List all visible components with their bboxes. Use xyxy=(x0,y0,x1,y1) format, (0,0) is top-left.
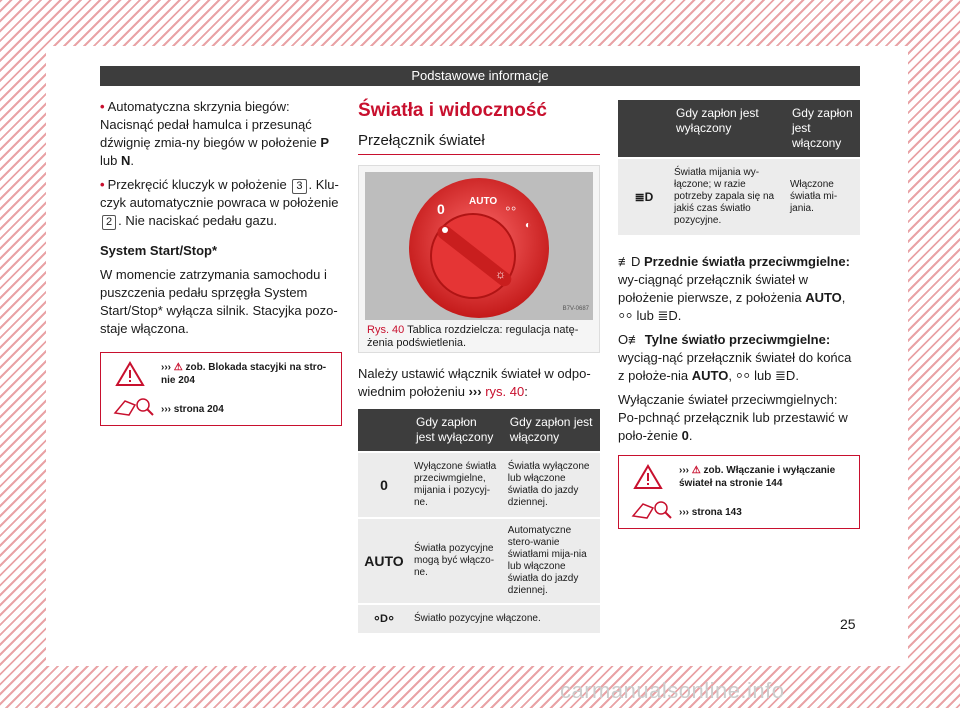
warning-triangle-icon xyxy=(633,464,663,490)
figure-caption: Rys. 40 Tablica rozdzielcza: regulacja natę-żenia podświetlenia. xyxy=(367,324,579,349)
bullet-automatic: • Automatyczna skrzynia biegów: Nacisnąć pedał hamulca i przesunąć dźwignię zmia-ny biegów w położenie P lub N. xyxy=(100,99,330,168)
svg-text:0: 0 xyxy=(437,201,445,217)
rear-fog-paragraph: O≢ Tylne światło przeciwmgielne: wyciąg-nąć przełącznik świateł do końca z położe-nia AUTO, ⸰⸰ lub ≣D. xyxy=(618,332,852,383)
section-title: Światła i widoczność xyxy=(358,100,547,121)
svg-text:AUTO: AUTO xyxy=(469,196,498,207)
subsection-rule xyxy=(358,154,600,155)
page-header: Podstawowe informacje xyxy=(100,66,860,86)
left-column xyxy=(100,98,342,426)
low-beam-icon: ≣D xyxy=(618,158,670,235)
svg-text:☼: ☼ xyxy=(495,267,506,281)
watermark: carmanualsonline.info xyxy=(560,678,785,703)
position-zero-icon: 0 xyxy=(358,452,410,518)
warning-box xyxy=(618,455,860,529)
table-header: Gdy zapłon jest wyłączony Gdy zapłon jest włączony xyxy=(618,100,860,158)
warning-reference[interactable]: ››› ⚠ zob. Blokada stacyjki na stro-nie 204 xyxy=(161,362,327,386)
figure-40 xyxy=(358,165,600,353)
warning-small-icon: ⚠ xyxy=(691,465,701,476)
note-reference[interactable]: ››› strona 204 xyxy=(161,404,224,415)
right-column xyxy=(618,100,860,529)
warning-box xyxy=(100,352,342,426)
warning-reference[interactable]: ››› ⚠ zob. Włączanie i wyłączanie świateł na stronie 144 xyxy=(679,465,836,489)
warning-triangle-icon xyxy=(115,361,145,387)
position-number: 2 xyxy=(102,215,116,230)
light-switch-knob-icon xyxy=(365,172,593,320)
parking-light-icon: ⸰D⸰ xyxy=(358,604,410,633)
light-switch-photo xyxy=(365,172,593,320)
table-header: Gdy zapłon jest wyłączony Gdy zapłon jest włączony xyxy=(358,409,600,452)
table-row: ≣D Światła mijania wy-łączone; w razie potrzeby zapala się na jakiś czas światło pozycyjne. Włączone światła mi-jania. xyxy=(618,158,860,235)
bullet-key: • Przekręcić kluczyk w położenie 3 . Klu-czyk automatycznie powraca w położenie 2 . Nie naciskać pedału gazu. xyxy=(100,177,339,228)
table-row: ⸰D⸰ Światło pozycyjne włączone. xyxy=(358,604,600,633)
light-switch-table-continued xyxy=(618,100,860,235)
light-switch-table xyxy=(358,409,600,633)
note-reference[interactable]: ››› strona 143 xyxy=(679,507,742,518)
table-row: 0 Wyłączone światła przeciwmgielne, mijania i pozycyj-ne. Światła wyłączone lub włączone światła do jazdy dziennej. xyxy=(358,452,600,518)
auto-icon: AUTO xyxy=(358,518,410,604)
svg-text:◐: ◐ xyxy=(525,220,532,231)
position-number: 3 xyxy=(292,179,306,194)
bullet-icon: • xyxy=(100,177,105,192)
figure-link[interactable]: rys. 40 xyxy=(485,384,525,399)
rear-fog-icon: O≢ xyxy=(618,332,642,347)
warning-small-icon: ⚠ xyxy=(173,362,183,373)
subheading-start-stop: System Start/Stop* xyxy=(100,243,218,258)
note-book-icon xyxy=(111,395,155,419)
page-number: 25 xyxy=(840,616,856,632)
paragraph-start-stop: W momencie zatrzymania samochodu i puszczenia pedału sprzęgła System Start/Stop* wyłącza silnik. Stacyjka pozo-staje włączona. xyxy=(100,267,338,336)
subsection-title: Przełącznik świateł xyxy=(358,132,485,149)
intro-paragraph: Należy ustawić włącznik świateł w odpo-wiednim położeniu ››› rys. 40: xyxy=(358,366,591,399)
table-row: AUTO Światła pozycyjne mogą być włączo-ne. Automatyczne stero-wanie światłami mija-nia lub włączone światła do jazdy dziennej. xyxy=(358,518,600,604)
fog-off-paragraph: Wyłączanie świateł przeciwmgielnych: Po-pchnąć przełącznik lub przestawić w poło-żenie 0. xyxy=(618,392,848,443)
note-book-icon xyxy=(629,498,673,522)
figure-code: B7V-0687 xyxy=(562,306,589,312)
bullet-icon: • xyxy=(100,99,105,114)
middle-column xyxy=(358,98,600,633)
front-fog-icon: ≢D xyxy=(618,254,641,269)
svg-text:⸰⸰: ⸰⸰ xyxy=(505,204,517,215)
front-fog-paragraph: ≢D Przednie światła przeciwmgielne: wy-ciągnąć przełącznik świateł w położenie pierwsze, z położenia AUTO, ⸰⸰ lub ≣D. xyxy=(618,254,850,323)
